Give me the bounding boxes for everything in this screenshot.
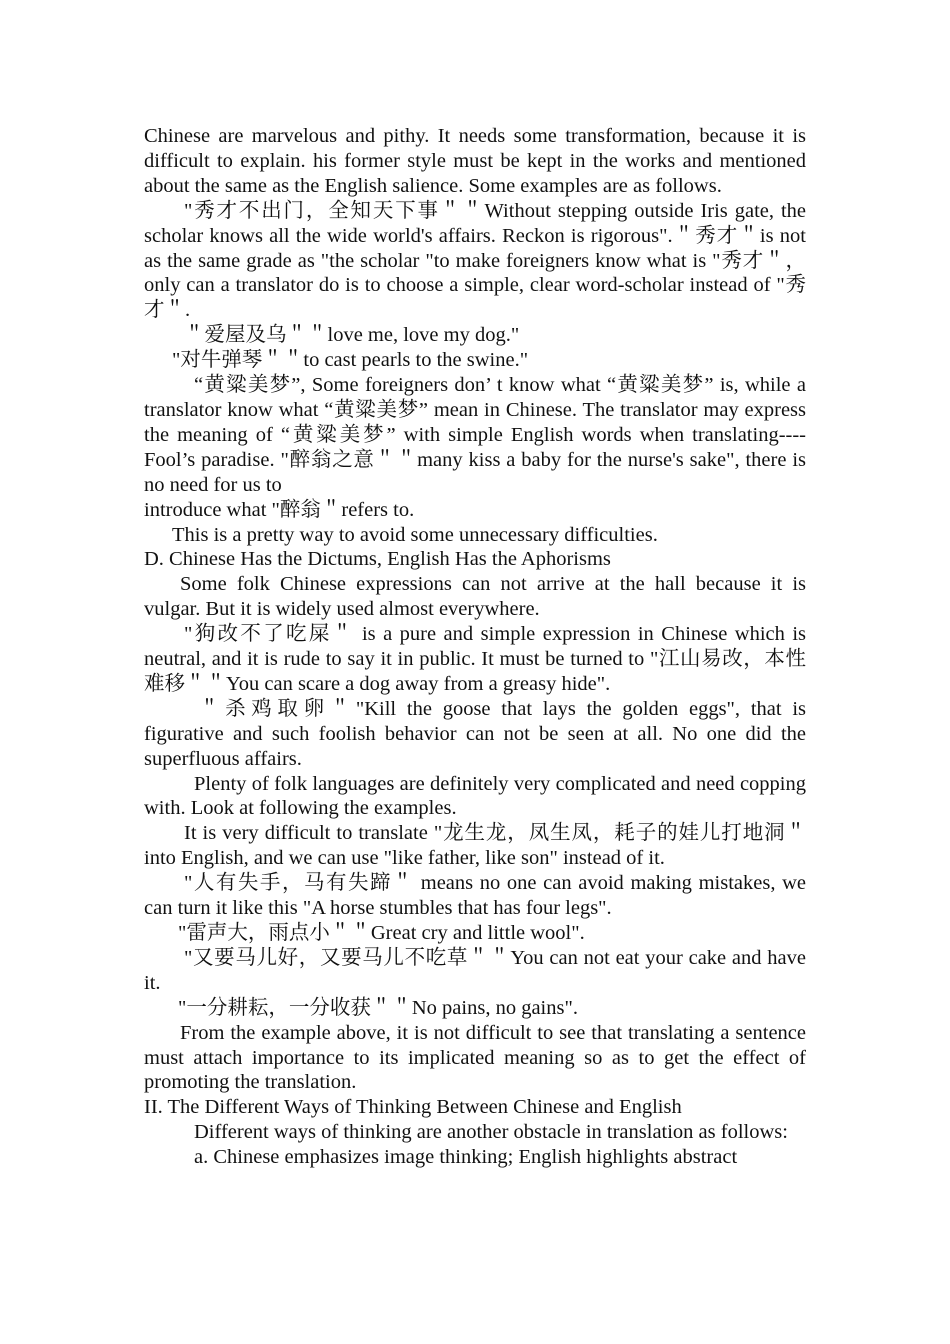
paragraph-example-thunder: "雷声大，雨点小＂＂Great cry and little wool". [178, 922, 585, 944]
section-heading-d: D. Chinese Has the Dictums, English Has the Aphorisms [144, 548, 611, 571]
paragraph-example-dog-habit: "狗改不了吃屎＂ is a pure and simple expression in Chinese which is neutral, and it is rude to say it in public. It must be turned to "江山易改，本性难移＂＂You can scare a dog away from a greasy hide". [144, 623, 806, 695]
document-page [144, 124, 806, 1170]
paragraph-example-horse: "人有失手，马有失蹄＂ means no one can avoid making mistakes, we can turn it like this "A horse stumbles that has four legs". [144, 872, 806, 920]
paragraph-folk-expressions: Some folk Chinese expressions can not arrive at the hall because it is vulgar. But it is widely used almost everywhere. [144, 573, 806, 621]
paragraph-example-goose: ＂杀鸡取卵＂"Kill the goose that lays the golden eggs", that is figurative and such foolish behavior can not be seen at all. No one did the superfluous affairs. [144, 697, 806, 770]
paragraph-conclusion: From the example above, it is not difficult to see that translating a sentence must attach importance to its implicated meaning so as to get the effect of promoting the translation. [144, 1021, 806, 1094]
paragraph-folk-languages: Plenty of folk languages are definitely very complicated and need copping with. Look at following the examples. [144, 772, 806, 820]
paragraph-example-cake: "又要马儿好，又要马儿不吃草＂＂You can not eat your cake and have it. [144, 946, 806, 994]
section-heading-ii: II. The Different Ways of Thinking Between Chinese and English [144, 1096, 682, 1119]
paragraph-intro: Chinese are marvelous and pithy. It needs some transformation, because it is difficult to explain. his former style must be kept in the works and mentioned about the same as the English salience. Some examples are as follows. [144, 125, 806, 197]
paragraph-example-dream: “黄粱美梦”, Some foreigners don’ t know what “黄粱美梦” is, while a translator know what “黄粱美梦” mean in Chinese. The translator may express the meaning of “黄粱美梦” with simple English words when translating----Fool’s paradise. "醉翁之意＂＂many kiss a baby for the nurse's sake", there is no need for us to [144, 374, 806, 496]
paragraph-example-pearls: "对牛弹琴＂＂to cast pearls to the swine." [172, 349, 529, 372]
paragraph-example-love-dog: ＂爱屋及乌＂＂love me, love my dog." [184, 324, 520, 347]
paragraph-example-dragon: It is very difficult to translate "龙生龙，凤生凤，耗子的娃儿打地洞＂into English, and we can use "like father, like son" instead of it. [144, 822, 806, 870]
paragraph-introduce-drunkard: introduce what "醉翁＂refers to. [144, 498, 415, 521]
paragraph-example-scholar: "秀才不出门，全知天下事＂＂Without stepping outside Iris gate, the scholar knows all the wide world's affairs. Reckon is rigorous".＂秀才＂is not as the same grade as "the scholar "to make foreigners know what is "秀才＂， only can a translator do is to choose a simple, clear word-scholar instead of "秀才＂. [144, 199, 806, 322]
paragraph-point-a: a. Chinese emphasizes image thinking; English highlights abstract [194, 1146, 738, 1169]
paragraph-pretty-way: This is a pretty way to avoid some unnecessary difficulties. [172, 523, 658, 546]
paragraph-example-pains: "一分耕耘，一分收获＂＂No pains, no gains". [178, 996, 578, 1019]
paragraph-different-ways: Different ways of thinking are another obstacle in translation as follows: [194, 1121, 788, 1144]
